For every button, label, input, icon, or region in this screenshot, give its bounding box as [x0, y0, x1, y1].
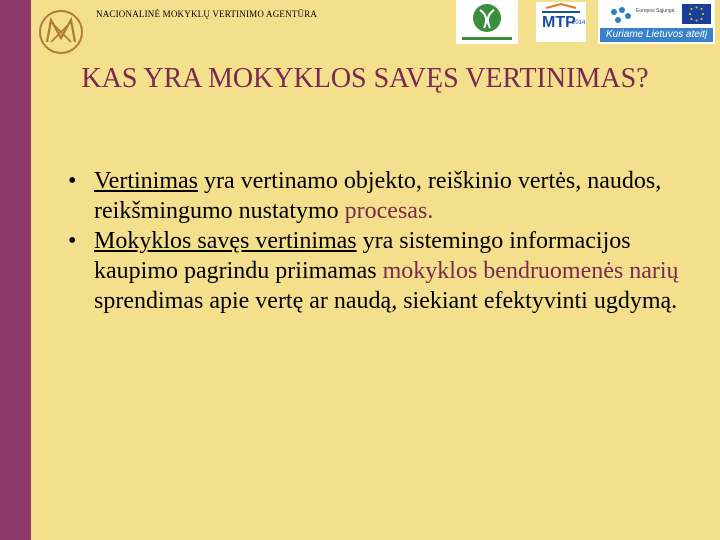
bullet-item: [68, 226, 688, 316]
agency-name: NACIONALINĖ MOKYKLŲ VERTINIMO AGENTŪRA: [96, 9, 318, 19]
bullet-term: Vertinimas: [94, 168, 198, 194]
partner-logo-mtp: [536, 2, 586, 42]
bullet-list: [68, 166, 688, 316]
bullet-text-end: sprendimas apie vertę ar naudą, siekiant efektyvinti ugdymą.: [94, 288, 678, 314]
agency-emblem-icon: [37, 8, 91, 58]
sidebar-stripe: [0, 0, 31, 540]
partner-logo-1: [456, 0, 518, 44]
eu-small-text: Europos Sąjunga: [636, 8, 675, 14]
bullet-highlight: procesas.: [344, 198, 434, 224]
eu-slogan: Kuriame Lietuvos ateitį: [606, 29, 708, 40]
bullet-term: Mokyklos savęs vertinimas: [94, 228, 357, 254]
bullet-dot-icon: •: [68, 228, 77, 254]
bullet-text: yra vertinamo objekto, reiškinio vertės, naudos, reikšmingumo nustatymo: [94, 168, 662, 224]
bullet-text: yra sistemingo informacijos kaupimo pagrindu priimamas: [94, 228, 631, 284]
slide-title: KAS YRA MOKYKLOS SAVĘS VERTINIMAS?: [81, 63, 649, 94]
green-emblem-icon: [456, 0, 518, 44]
mtp-year: 2014: [572, 20, 586, 26]
bullet-dot-icon: •: [68, 168, 77, 194]
bullet-highlight: mokyklos bendruomenės narių: [382, 258, 679, 284]
mtp-text: MTP: [542, 14, 576, 31]
bullet-item: [68, 166, 688, 226]
partner-logo-eu: [598, 0, 715, 44]
